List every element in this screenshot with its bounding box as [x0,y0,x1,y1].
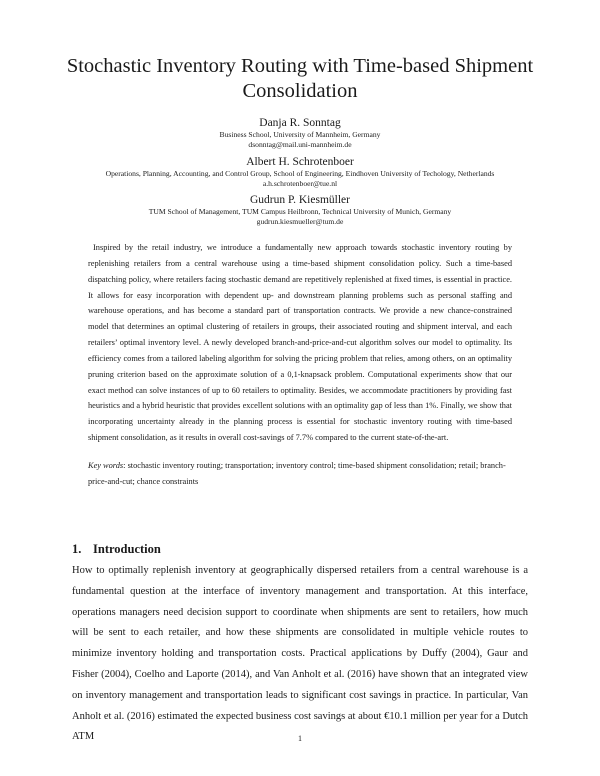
author-affiliation: Business School, University of Mannheim, Germany [219,130,381,139]
introduction-paragraph: How to optimally replenish inventory at geographically dispersed retailers from a central warehouse is a fundamental question at the interface of inventory management and transportation. At this interface, operations managers need decision support to coordinate when shipments are sent to retailers, how much will be sent to each retailer, and how these shipments are consolidated in multiple vehicle routes to minimize inventory holding and transportation costs. Practical applications by Duffy (2004), Gaur and Fisher (2004), Coelho and Laporte (2014), and Van Anholt et al. (2016) have shown that an integrated view on inventory management and transportation leads to significant cost savings in practice. In particular, Van Anholt et al. (2016) estimated the expected business cost savings at about €10.1 million per year for a Dutch ATM [72,565,528,743]
section-number: 1. [72,542,82,556]
keywords-separator: : [123,461,128,470]
author-email: dsonntag@mail.uni-mannheim.de [248,140,352,149]
author-name: Albert H. Schrotenboer [246,156,354,168]
abstract: Inspired by the retail industry, we introduce a fundamentally new approach towards stochastic inventory routing by replenishing retailers from a central warehouse using a time-based shipment consolidation policy. Such a time-based dispatching policy, where retailers facing stochastic demand are repetitively replenished at fixed times, is essential in practice. It allows for easy incorporation with dependent up- and downstream planning problems such as personal staffing and warehouse operations, and has become a standard part of transportation contracts. We provide a new chance-constrained model that determines an optimal clustering of retailers in groups, their associated routing and shipment interval, and each retailers’ optimal inventory level. A newly developed branch-and-price-and-cut algorithm solves our model to optimality. Its efficiency comes from a tailored labeling algorithm for solving the pricing problem that relies, among others, on an optimality pruning criterion based on the approximate solution of a 0,1-knapsack problem. Computational experiments show that our exact method can solve instances of up to 60 retailers to optimality. Besides, we accommodate practitioners by providing fast heuristics and a hybrid heuristic that provides excellent solutions with an optimality gap of less than 1%. Finally, we show that incorporating uncertainty already in the planning process is essential for stochastic inventory routing with time-based shipment consolidation, as it results in overall cost-savings of 7.7% compared to the current state-of-the-art. [88,243,512,443]
keywords-list: stochastic inventory routing; transportation; inventory control; time-based shipment consolidation; retail; branch-price-and-cut; chance constraints [88,461,506,486]
author-block [40,193,560,227]
paper-title: Stochastic Inventory Routing with Time-based Shipment Consolidation [66,55,534,102]
author-email: a.h.schrotenboer@tue.nl [262,179,338,188]
author-email: gudrun.kiesmueller@tum.de [256,217,344,226]
author-block [40,116,560,150]
author-name: Gudrun P. Kiesmüller [250,194,350,206]
page-number: 1 [298,734,302,743]
author-name: Danja R. Sonntag [259,117,341,129]
section-heading [72,541,161,557]
section-title: Introduction [93,542,161,556]
keywords [88,458,512,490]
author-affiliation: TUM School of Management, TUM Campus Heilbronn, Technical University of Munich, Germany [148,207,452,216]
author-block [40,155,560,189]
keywords-label: Key words [88,461,124,470]
author-affiliation: Operations, Planning, Accounting, and Control Group, School of Engineering, Eindhoven University of Techology, Netherlands [105,169,495,178]
